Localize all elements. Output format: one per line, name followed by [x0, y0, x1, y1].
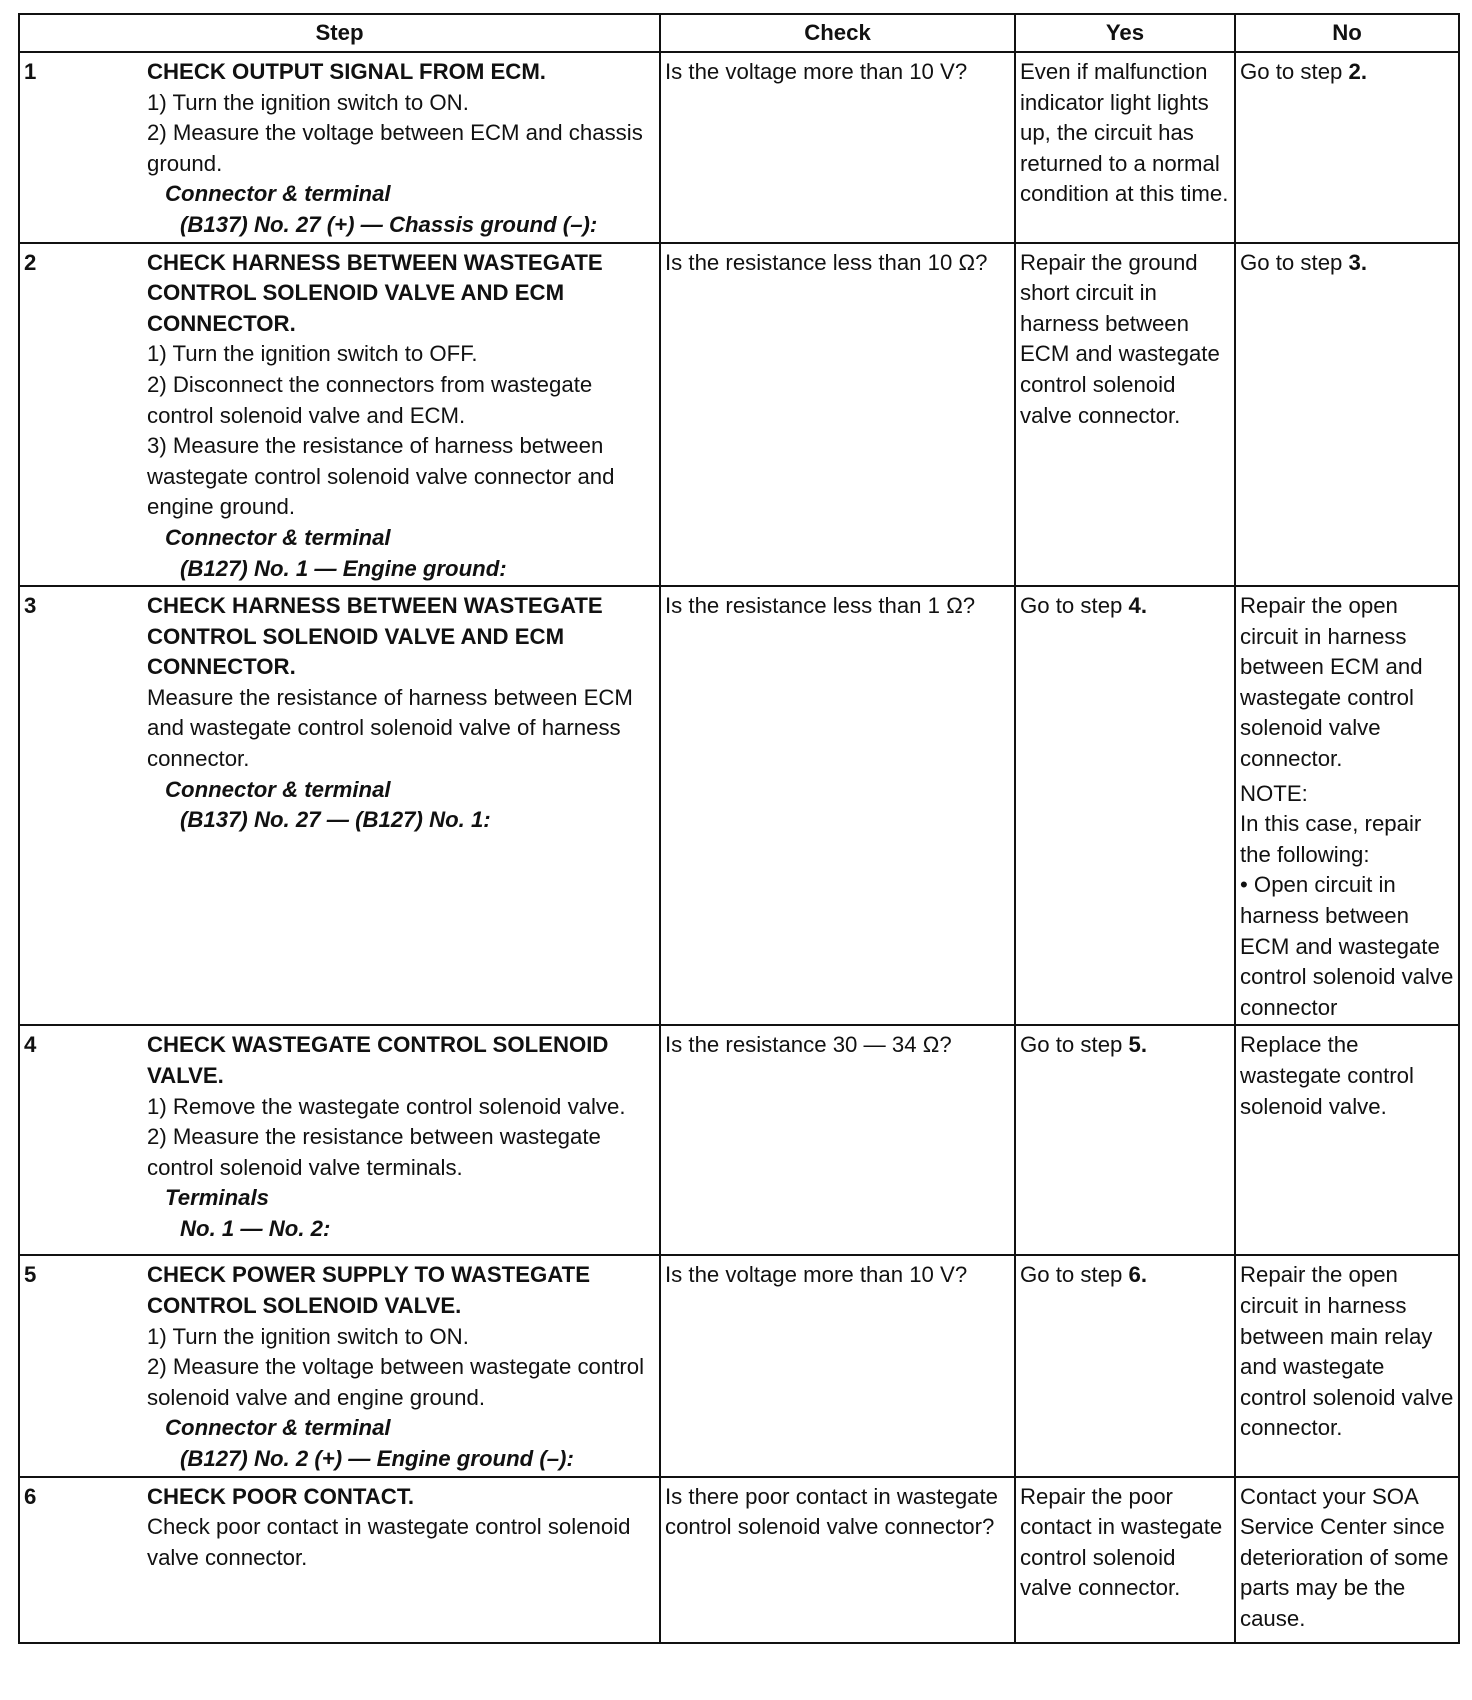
step-cell — [19, 52, 660, 243]
no-cell — [1235, 52, 1459, 243]
step-cell — [19, 1255, 660, 1476]
step-number: 2 — [24, 249, 37, 275]
step-instruction: Measure the resistance of harness between ECM and wastegate control solenoid valve of harness connector. — [147, 684, 633, 772]
no-cell: Repair the open circuit in harness between main relay and wastegate control solenoid valve connector. — [1235, 1255, 1459, 1476]
step-instruction: 2) Measure the resistance between wastegate control solenoid valve terminals. — [147, 1124, 601, 1180]
step-cell — [19, 1477, 660, 1643]
connector-value: (B127) No. 1 — Engine ground: — [180, 555, 507, 581]
step-title: CHECK WASTEGATE CONTROL SOLENOID VALVE. — [147, 1032, 609, 1088]
table-row — [19, 243, 1459, 587]
step-instruction: 1) Remove the wastegate control solenoid valve. — [147, 1093, 626, 1119]
goto-step-number: 6. — [1128, 1262, 1148, 1288]
check-cell: Is there poor contact in wastegate control solenoid valve connector? — [660, 1477, 1015, 1643]
yes-cell: Repair the ground short circuit in harness between ECM and wastegate control solenoid valve connector. — [1015, 243, 1235, 587]
no-cell — [1235, 586, 1459, 1025]
step-instruction: Check poor contact in wastegate control solenoid valve connector. — [147, 1514, 631, 1570]
goto-step-number: 2. — [1348, 59, 1368, 84]
step-title: CHECK HARNESS BETWEEN WASTEGATE CONTROL SOLENOID VALVE AND ECM CONNECTOR. — [147, 593, 603, 680]
check-cell: Is the voltage more than 10 V? — [660, 1255, 1015, 1476]
note-label: NOTE: — [1240, 780, 1308, 806]
step-title: CHECK POOR CONTACT. — [147, 1483, 415, 1509]
step-instruction: 1) Turn the ignition switch to OFF. — [147, 341, 478, 367]
connector-value: (B127) No. 2 (+) — Engine ground (–): — [180, 1445, 574, 1471]
diagnostic-table — [18, 13, 1460, 1644]
yes-cell — [1015, 586, 1235, 1025]
step-instruction: 1) Turn the ignition switch to ON. — [147, 89, 469, 115]
table-row — [19, 586, 1459, 1025]
no-cell — [1235, 243, 1459, 587]
goto-text: Go to step — [1240, 249, 1349, 275]
connector-label: Connector & terminal — [165, 181, 391, 207]
diagnostic-page — [18, 13, 1458, 1644]
yes-cell: Even if malfunction indicator light lights up, the circuit has returned to a normal condition at this time. — [1015, 52, 1235, 243]
no-cell: Replace the wastegate control solenoid valve. — [1235, 1025, 1459, 1255]
step-cell — [19, 243, 660, 587]
check-cell: Is the resistance less than 1 Ω? — [660, 586, 1015, 1025]
no-action: Repair the open circuit in harness between ECM and wastegate control solenoid valve connector. — [1240, 593, 1423, 772]
goto-step-number: 5. — [1128, 1032, 1148, 1058]
connector-label: Connector & terminal — [165, 524, 391, 550]
header-step: Step — [19, 14, 660, 52]
step-number: 5 — [24, 1262, 37, 1288]
check-cell: Is the resistance less than 10 Ω? — [660, 243, 1015, 587]
step-title: CHECK OUTPUT SIGNAL FROM ECM. — [147, 59, 546, 84]
step-number: 1 — [24, 59, 37, 84]
header-no: No — [1235, 14, 1459, 52]
table-row — [19, 1025, 1459, 1255]
connector-value: (B137) No. 27 — (B127) No. 1: — [180, 807, 491, 833]
note-text: In this case, repair the following: — [1240, 811, 1422, 867]
goto-text: Go to step — [1020, 593, 1129, 619]
step-instruction: 2) Measure the voltage between ECM and chassis ground. — [147, 120, 643, 176]
connector-label: Connector & terminal — [165, 776, 391, 802]
step-instruction: 3) Measure the resistance of harness between wastegate control solenoid valve connector and engine ground. — [147, 433, 615, 520]
goto-text: Go to step — [1020, 1032, 1129, 1058]
table-row — [19, 1255, 1459, 1476]
check-cell: Is the voltage more than 10 V? — [660, 52, 1015, 243]
step-title: CHECK POWER SUPPLY TO WASTEGATE CONTROL SOLENOID VALVE. — [147, 1262, 590, 1318]
step-title: CHECK HARNESS BETWEEN WASTEGATE CONTROL SOLENOID VALVE AND ECM CONNECTOR. — [147, 249, 603, 336]
step-instruction: 2) Measure the voltage between wastegate control solenoid valve and engine ground. — [147, 1354, 645, 1410]
step-number: 4 — [24, 1032, 37, 1058]
step-number: 3 — [24, 593, 37, 619]
yes-cell: Repair the poor contact in wastegate control solenoid valve connector. — [1015, 1477, 1235, 1643]
table-header-row — [19, 14, 1459, 52]
table-row — [19, 52, 1459, 243]
yes-cell — [1015, 1255, 1235, 1476]
yes-cell — [1015, 1025, 1235, 1255]
goto-text: Go to step — [1020, 1262, 1129, 1288]
header-yes: Yes — [1015, 14, 1235, 52]
step-number: 6 — [24, 1483, 37, 1509]
goto-step-number: 4. — [1128, 593, 1148, 619]
step-instruction: 2) Disconnect the connectors from wastegate control solenoid valve and ECM. — [147, 371, 593, 428]
header-check: Check — [660, 14, 1015, 52]
step-cell — [19, 1025, 660, 1255]
step-cell — [19, 586, 660, 1025]
check-cell: Is the resistance 30 — 34 Ω? — [660, 1025, 1015, 1255]
terminals-value: No. 1 — No. 2: — [180, 1215, 331, 1241]
no-cell: Contact your SOA Service Center since deterioration of some parts may be the cause. — [1235, 1477, 1459, 1643]
step-instruction: 1) Turn the ignition switch to ON. — [147, 1323, 469, 1349]
terminals-label: Terminals — [165, 1185, 269, 1211]
table-row — [19, 1477, 1459, 1643]
goto-step-number: 3. — [1348, 249, 1368, 275]
connector-value: (B137) No. 27 (+) — Chassis ground (–): — [180, 211, 598, 237]
note-bullet: • Open circuit in harness between ECM and wastegate control solenoid valve connector — [1240, 872, 1454, 1020]
goto-text: Go to step — [1240, 59, 1349, 84]
connector-label: Connector & terminal — [165, 1415, 391, 1441]
